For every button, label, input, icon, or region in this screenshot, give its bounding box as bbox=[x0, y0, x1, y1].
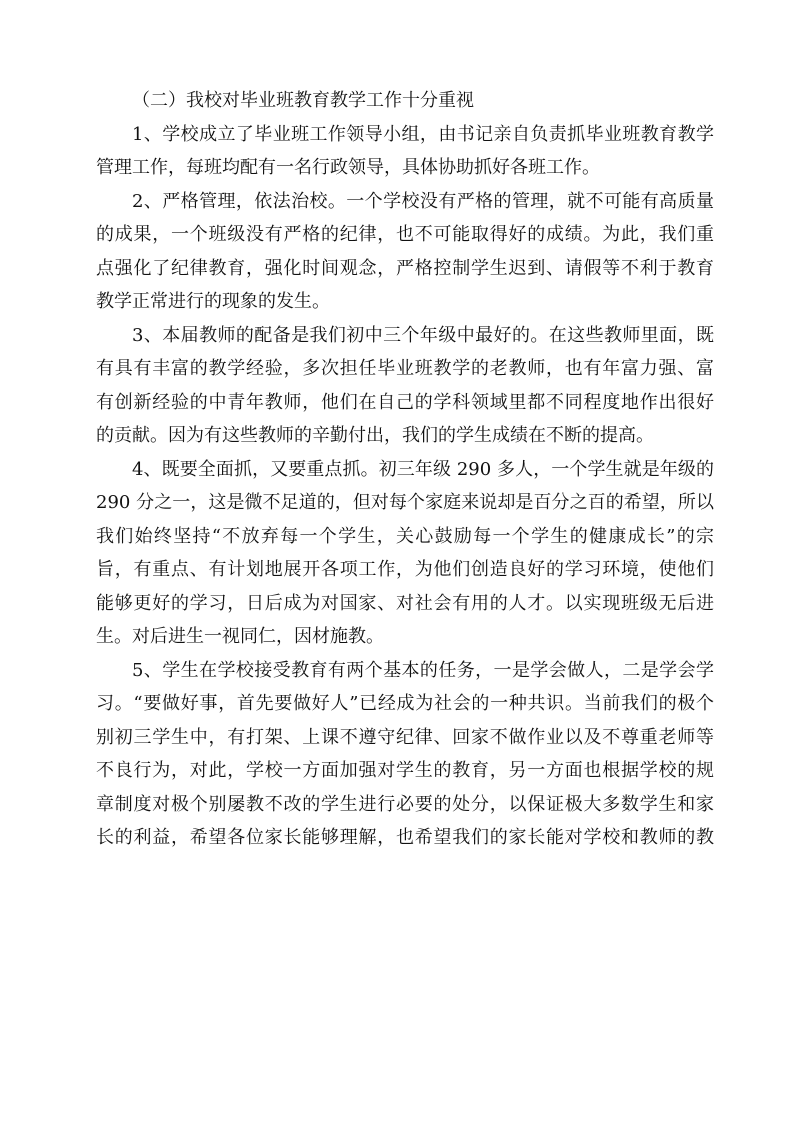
paragraph-line: 的成果，一个班级没有严格的纪律，也不可能取得好的成绩。为此，我们重 bbox=[96, 224, 714, 245]
paragraph-4 bbox=[96, 453, 714, 654]
paragraph-line: 5、学生在学校接受教育有两个基本的任务，一是学会做人，二是学会学 bbox=[132, 659, 714, 681]
paragraph-2 bbox=[96, 185, 714, 319]
paragraph-line: 不良行为，对此，学校一方面加强对学生的教育，另一方面也根据学校的规 bbox=[96, 760, 714, 781]
paragraph-line: 4、既要全面抓，又要重点抓。初三年级 290 多人，一个学生就是年级的 bbox=[132, 458, 714, 480]
paragraph-line: 3、本届教师的配备是我们初中三个年级中最好的。在这些教师里面，既 bbox=[132, 324, 714, 346]
paragraph-line: 有具有丰富的教学经验，多次担任毕业班教学的老教师，也有年富力强、富 bbox=[96, 358, 714, 379]
paragraph-5 bbox=[96, 654, 714, 855]
paragraph-line: 长的利益，希望各位家长能够理解，也希望我们的家长能对学校和教师的教 bbox=[96, 827, 714, 848]
paragraph-line: 教学正常进行的现象的发生。 bbox=[96, 291, 330, 312]
paragraph-line: 能够更好的学习，日后成为对国家、对社会有用的人才。以实现班级无后进 bbox=[96, 592, 714, 614]
section-heading bbox=[96, 84, 714, 118]
paragraph-3 bbox=[96, 319, 714, 453]
paragraph-line: 的贡献。因为有这些教师的辛勤付出，我们的学生成绩在不断的提高。 bbox=[96, 425, 654, 446]
paragraph-1 bbox=[96, 118, 714, 185]
paragraph-line: 1、学校成立了毕业班工作领导小组，由书记亲自负责抓毕业班教育教学 bbox=[132, 123, 714, 145]
paragraph-line: 生。对后进生一视同仁，因材施教。 bbox=[96, 626, 384, 647]
paragraph-line: 管理工作，每班均配有一名行政领导，具体协助抓好各班工作。 bbox=[96, 157, 600, 178]
paragraph-line: 2、严格管理，依法治校。一个学校没有严格的管理，就不可能有高质量 bbox=[132, 190, 714, 212]
paragraph-line: 点强化了纪律教育，强化时间观念，严格控制学生迟到、请假等不利于教育 bbox=[96, 257, 714, 279]
section-heading-text: （二）我校对毕业班教育教学工作十分重视 bbox=[132, 90, 474, 111]
paragraph-line: 习。“要做好事，首先要做好人”已经成为社会的一种共识。当前我们的极个 bbox=[96, 693, 714, 714]
paragraph-line: 有创新经验的中青年教师，他们在自己的学科领域里都不同程度地作出很好 bbox=[96, 391, 714, 413]
paragraph-line: 章制度对极个别屡教不改的学生进行必要的处分，以保证极大多数学生和家 bbox=[96, 793, 714, 815]
paragraph-line: 我们始终坚持“不放弃每一个学生，关心鼓励每一个学生的健康成长”的宗 bbox=[96, 525, 714, 547]
paragraph-line: 别初三学生中，有打架、上课不遵守纪律、回家不做作业以及不尊重老师等 bbox=[96, 726, 714, 748]
paragraph-line: 290 分之一，这是微不足道的，但对每个家庭来说却是百分之百的希望，所以 bbox=[96, 492, 714, 513]
paragraph-line: 旨，有重点、有计划地展开各项工作，为他们创造良好的学习环境，使他们 bbox=[96, 559, 714, 580]
document-body bbox=[96, 84, 714, 855]
